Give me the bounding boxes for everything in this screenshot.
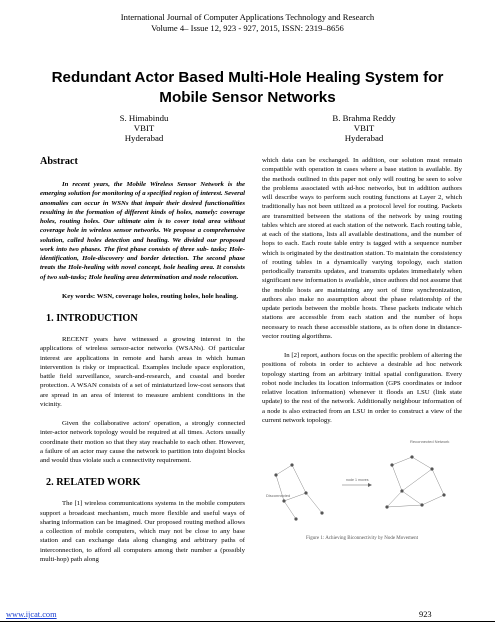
journal-name: International Journal of Computer Applications Technology and Research: [120, 12, 375, 22]
figure-arrow-label: node 1 moves: [346, 478, 369, 482]
keywords: Key words: WSN, coverage holes, routing holes, hole healing.: [62, 292, 239, 300]
author-block-2: [294, 113, 434, 143]
journal-header: [0, 12, 495, 34]
intro-paragraph-1: RECENT years have witnessed a growing interest in the applications of wireless sensor-actor networks (WSANs). Of particular interest are applications in remote and harsh areas in which human intervention is risky or impractical. Examples include space exploration, battle field surveillance, search-and-research, and coastal and border protection. A WSAN consists of a set of miniaturized low-cost sensors that are spread in an area of interest to measure ambient conditions in the vicinity.: [40, 336, 245, 408]
page-number: 923: [419, 610, 432, 619]
footer-divider: [0, 621, 495, 622]
journal-volume: Volume 4– Issue 12, 923 - 927, 2015, ISSN: 2319–8656: [151, 23, 344, 33]
figure-biconnectivity: [262, 435, 462, 543]
right-paragraph-1: which data can be exchanged. In addition, our solution must remain compatible with operation in cases where a base station is available. By the methods outlined in this paper not only will routing be seen to solve the problems associated with ad-hoc networks, but in addition authors will describe ways to perform such routing functions at Layer 2, which traditionally has not been utilized as a protocol level for routing. Packets are transmitted between the stations of the network by using routing tables which are stored at each station of the network. Each routing table, at each of the stations, lists all available destinations, and the number of hops to each. Each route table entry is tagged with a sequence number which is originated by the destination station. To maintain the consistency of routing tables in a dynamically varying topology, each station periodically transmits updates, and transmits updates immediately when significant new information is available, since authors did not assume that the mobile hosts are maintaining any sort of time synchronization, authors also make no assumption about the phase relationship of the update periods between the mobile hosts. These packets indicate which stations are accessible from each station and the number of hops necessary to reach these accessible stations, as is often done in distance-vector routing algorithms.: [262, 157, 463, 340]
figure-label-disconnected: Disconnected: [266, 493, 291, 498]
left-column: [40, 156, 245, 564]
abstract-text: In recent years, the Mobile Wireless Sensor Network is the emerging solution for monitoring of a specified region of interest. Several anomalies can occur in WSNs that impair their desired functionalities resulting in the formation of different kinds of holes, namely: coverage holes, routing holes. Our ultimate aim is to cover total area without coverage hole in wireless sensor networks. We propose a comprehensive solution, called holes detection and healing. We divided our proposed work into two phases. The first phase consists of three sub- tasks; Hole-identification, Hole-discovery and border detection. The second phase treats the Hole-healing with novel concept, hole healing area. It consists of two sub-tasks; Hole healing area determination and node relocation.: [40, 181, 245, 281]
related-paragraph-1: The [1] wireless communications systems in the mobile computers support a broadcast mechanism, much more flexible and useful ways of sharing information can be imagined. Our proposed routing method allows a collection of mobile computers, which may not be close to any base station and can exchange data along changing and arbitrary paths of interconnection, to afford all computers among their number a (possibly multi-hop) path along: [40, 500, 245, 563]
intro-paragraph-2: Given the collaborative actors' operation, a strongly connected inter-actor network topology would be required at all times. Actors usually coordinate their motion so that they stay reachable to each other. However, a failure of an actor may cause the network to partition into disjoint blocks and would thus violate such a connectivity requirement.: [40, 420, 245, 464]
section-heading-introduction: 1. INTRODUCTION: [46, 313, 138, 324]
author-city: Hyderabad: [344, 133, 384, 143]
author-affiliation: VBIT: [133, 123, 155, 133]
abstract-heading: Abstract: [40, 156, 78, 167]
right-column: [262, 156, 462, 543]
author-block-1: [74, 113, 214, 143]
figure-label-reconnected: Reconnected Network: [410, 439, 450, 444]
journal-website-link[interactable]: www.ijcat.com: [6, 610, 57, 619]
section-heading-related-work: 2. RELATED WORK: [46, 477, 141, 489]
author-name: S. Himabindu: [119, 113, 169, 123]
network-diagram: [262, 435, 462, 535]
author-affiliation: VBIT: [353, 123, 375, 133]
author-name: B. Brahma Reddy: [332, 113, 396, 123]
author-city: Hyderabad: [124, 133, 164, 143]
figure-caption: Figure 1: Achieving Biconnectivity by Node Movement: [306, 535, 418, 541]
paper-title: Redundant Actor Based Multi-Hole Healing System for Mobile Sensor Networks: [51, 69, 444, 106]
right-paragraph-2: In [2] report, authors focus on the specific problem of altering the positions of robots in order to achieve a desirable ad hoc network topology starting from an arbitrary initial spatial configuration. Every robot node includes its location information (GPS coordinates or indoor relative location information) whenever it floods an LSU (link state update) to the rest of the network. Additionally neighbour information of a node is also extracted from an LSU in order to construct a view of the current network topology.: [262, 352, 462, 424]
